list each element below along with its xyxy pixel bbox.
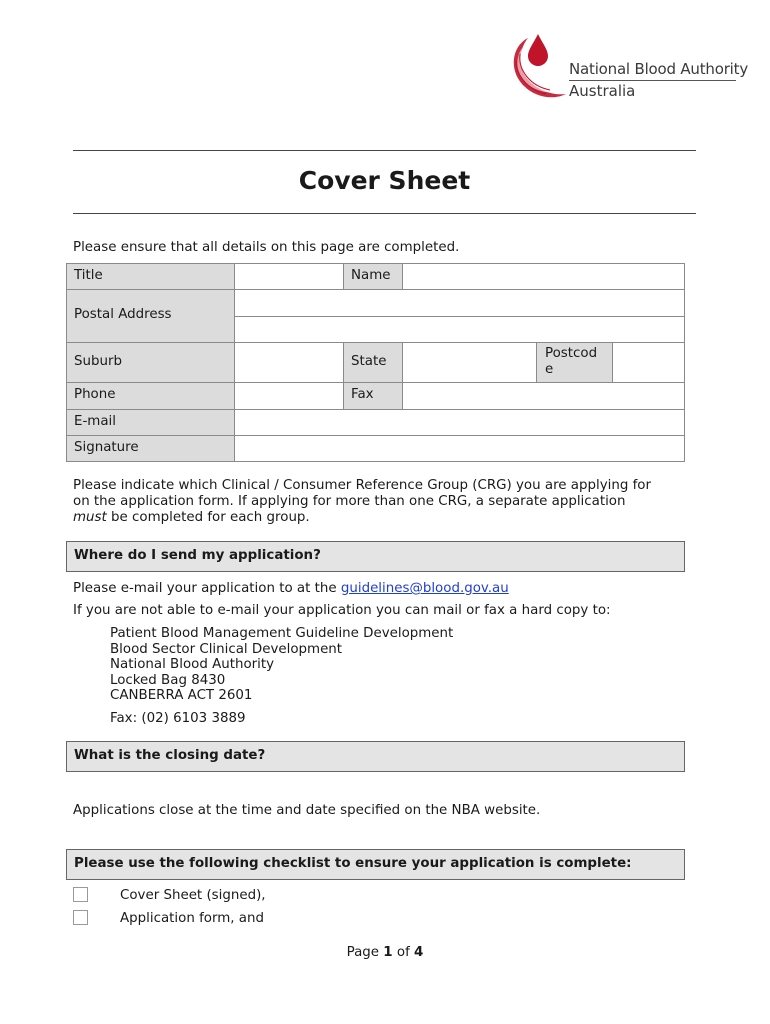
address-line: Patient Blood Management Guideline Development <box>110 626 454 641</box>
logo-divider <box>569 80 736 81</box>
suburb-field[interactable] <box>234 342 344 383</box>
page-number <box>0 945 770 960</box>
signature-label: Signature <box>66 435 235 462</box>
crg-line-2: on the application form. If applying for more than one CRG, a separate application <box>73 494 626 509</box>
phone-field[interactable] <box>234 382 344 410</box>
phone-label: Phone <box>66 382 235 410</box>
page-title: Cover Sheet <box>298 166 471 195</box>
postal-address-line-1[interactable] <box>234 289 685 317</box>
signature-field[interactable] <box>234 435 685 462</box>
postcode-label-line-2: e <box>545 362 554 377</box>
email-field[interactable] <box>234 409 685 436</box>
checklist-item-application-form: Application form, and <box>120 911 265 926</box>
page-total: 4 <box>414 945 424 960</box>
state-field[interactable] <box>402 342 537 383</box>
closing-heading: What is the closing date? <box>66 741 685 772</box>
address-line: Locked Bag 8430 <box>110 672 226 688</box>
page-prefix: Page <box>346 945 384 960</box>
postcode-label <box>536 342 613 383</box>
title-label: Title <box>66 263 235 290</box>
intro-text: Please ensure that all details on this page are completed. <box>73 240 460 255</box>
address-line: National Blood Authority <box>110 657 275 672</box>
crg-emphasis: must <box>73 510 107 525</box>
suburb-label: Suburb <box>66 342 235 383</box>
logo-name: National Blood Authority <box>569 60 749 78</box>
page-of: of <box>392 945 415 960</box>
title-field[interactable] <box>234 263 344 290</box>
form-grid <box>66 263 685 462</box>
fax-field[interactable] <box>402 382 685 410</box>
send-email-prefix: Please e-mail your application to at the <box>73 581 341 596</box>
page-current: 1 <box>383 945 393 960</box>
checklist-checkbox-application-form[interactable] <box>73 910 88 925</box>
logo <box>506 30 749 108</box>
postal-address-line-2[interactable] <box>234 316 685 343</box>
address-line: CANBERRA ACT 2601 <box>110 688 253 703</box>
logo-country: Australia <box>569 82 636 100</box>
name-label: Name <box>343 263 403 290</box>
send-email-line <box>73 581 509 597</box>
checklist-heading: Please use the following checklist to ensure your application is complete: <box>66 849 685 880</box>
postal-address-label: Postal Address <box>66 289 235 343</box>
title-rule-bottom <box>73 213 696 214</box>
send-mail-intro: If you are not able to e-mail your application you can mail or fax a hard copy to: <box>73 603 611 618</box>
postal-address-block <box>110 626 453 704</box>
fax-label: Fax <box>343 382 403 410</box>
postcode-field[interactable] <box>612 342 685 383</box>
guidelines-email-link[interactable]: guidelines@blood.gov.au <box>340 581 509 596</box>
closing-text: Applications close at the time and date specified on the NBA website. <box>73 803 541 818</box>
address-line: Blood Sector Clinical Development <box>110 641 343 657</box>
postcode-label-line-1: Postcod <box>545 346 598 361</box>
fax-number: Fax: (02) 6103 3889 <box>110 711 246 726</box>
checklist-item-cover-sheet: Cover Sheet (signed), <box>120 888 266 903</box>
email-label: E-mail <box>66 409 235 436</box>
blood-drop-swoosh-logo-icon <box>506 30 570 108</box>
state-label: State <box>343 342 403 383</box>
checklist-checkbox-cover-sheet[interactable] <box>73 887 88 902</box>
title-rule-top <box>73 150 696 151</box>
crg-line-1: Please indicate which Clinical / Consumer Reference Group (CRG) you are applying for <box>73 478 652 493</box>
crg-line-3 <box>73 510 310 526</box>
name-field[interactable] <box>402 263 685 290</box>
crg-line-3-rest: be completed for each group. <box>106 510 310 525</box>
send-heading: Where do I send my application? <box>66 541 685 572</box>
